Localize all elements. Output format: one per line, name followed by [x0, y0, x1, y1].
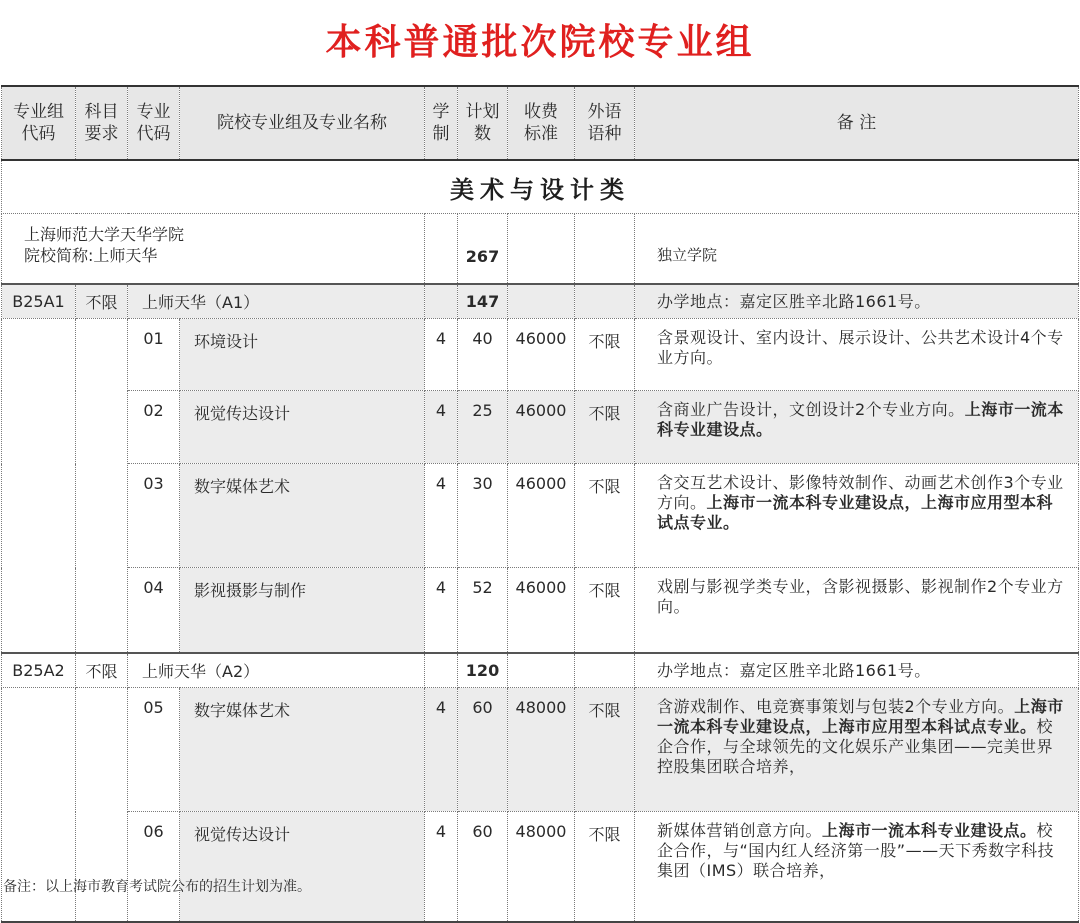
major-plan: 30 [458, 464, 508, 568]
major-fee: 48000 [508, 812, 575, 923]
header-row [2, 86, 1079, 160]
major-code: 06 [128, 812, 180, 923]
school-note: 独立学院 [635, 214, 1079, 285]
major-name: 数字媒体艺术 [180, 464, 425, 568]
major-name: 环境设计 [180, 319, 425, 391]
major-fee: 46000 [508, 568, 575, 654]
header-fee: 收费 标准 [508, 86, 575, 160]
major-lang: 不限 [575, 688, 635, 812]
major-fee: 46000 [508, 391, 575, 464]
group-lang [575, 653, 635, 688]
major-duration: 4 [425, 688, 458, 812]
major-code: 04 [128, 568, 180, 654]
major-plan: 25 [458, 391, 508, 464]
major-lang: 不限 [575, 812, 635, 923]
header-subject-req: 科目 要求 [76, 86, 128, 160]
group-subject: 不限 [76, 284, 128, 319]
group-lang [575, 284, 635, 319]
header-group-code: 专业组 代码 [2, 86, 76, 160]
group-row [2, 284, 1079, 319]
major-name: 数字媒体艺术 [180, 688, 425, 812]
group-note: 办学地点：嘉定区胜辛北路1661号。 [635, 284, 1079, 319]
group-row [2, 653, 1079, 688]
major-row [2, 464, 1079, 568]
major-duration: 4 [425, 391, 458, 464]
group-fee [508, 284, 575, 319]
major-row [2, 688, 1079, 812]
group-name: 上师天华（A2） [128, 653, 425, 688]
major-code: 05 [128, 688, 180, 812]
page-title: 本科普通批次院校专业组 [325, 22, 755, 63]
group-code: B25A1 [2, 284, 76, 319]
major-duration: 4 [425, 812, 458, 923]
major-lang: 不限 [575, 464, 635, 568]
group-subject: 不限 [76, 653, 128, 688]
group-note: 办学地点：嘉定区胜辛北路1661号。 [635, 653, 1079, 688]
header-name: 院校专业组及专业名称 [180, 86, 425, 160]
school-duration [425, 214, 458, 285]
footer-note: 备注：以上海市教育考试院公布的招生计划为准。 [3, 879, 311, 895]
major-row [2, 812, 1079, 923]
category-row [2, 160, 1079, 214]
header-major-code: 专业 代码 [128, 86, 180, 160]
major-note: 含交互艺术设计、影像特效制作、动画艺术创作3个专业方向。上海市一流本科专业建设点，上海市应用型本科试点专业。 [635, 464, 1079, 568]
major-note: 含景观设计、室内设计、展示设计、公共艺术设计4个专业方向。 [635, 319, 1079, 391]
header-lang: 外语 语种 [575, 86, 635, 160]
major-note: 含商业广告设计，文创设计2个专业方向。上海市一流本科专业建设点。 [635, 391, 1079, 464]
major-row [2, 319, 1079, 391]
major-plan: 40 [458, 319, 508, 391]
group-fee [508, 653, 575, 688]
major-fee: 46000 [508, 319, 575, 391]
group-code: B25A2 [2, 653, 76, 688]
major-plan: 52 [458, 568, 508, 654]
group-duration [425, 653, 458, 688]
group-span-subject [76, 319, 128, 654]
major-lang: 不限 [575, 568, 635, 654]
school-plan: 267 [458, 214, 508, 285]
major-row [2, 391, 1079, 464]
school-fee [508, 214, 575, 285]
header-duration: 学 制 [425, 86, 458, 160]
major-plan: 60 [458, 688, 508, 812]
major-note: 新媒体营销创意方向。上海市一流本科专业建设点。校企合作，与“国内红人经济第一股”——天下秀数字科技集团（IMS）联合培养， [635, 812, 1079, 923]
header-plan: 计划 数 [458, 86, 508, 160]
major-fee: 46000 [508, 464, 575, 568]
major-duration: 4 [425, 319, 458, 391]
school-cell [2, 214, 425, 285]
major-note: 含游戏制作、电竞赛事策划与包装2个专业方向。上海市一流本科专业建设点，上海市应用型本科试点专业。校企合作，与全球领先的文化娱乐产业集团——完美世界控股集团联合培养， [635, 688, 1079, 812]
school-row [2, 214, 1079, 285]
major-fee: 48000 [508, 688, 575, 812]
school-name: 上海师范大学天华学院 [24, 225, 185, 244]
school-lang [575, 214, 635, 285]
major-note: 戏剧与影视学类专业，含影视摄影、影视制作2个专业方向。 [635, 568, 1079, 654]
major-duration: 4 [425, 568, 458, 654]
category-title: 美术与设计类 [2, 160, 1079, 214]
major-lang: 不限 [575, 391, 635, 464]
major-plan: 60 [458, 812, 508, 923]
major-row [2, 568, 1079, 654]
major-code: 01 [128, 319, 180, 391]
major-code: 02 [128, 391, 180, 464]
admission-table [1, 85, 1079, 923]
major-name: 视觉传达设计 [180, 812, 425, 923]
group-plan: 147 [458, 284, 508, 319]
major-name: 视觉传达设计 [180, 391, 425, 464]
major-code: 03 [128, 464, 180, 568]
major-lang: 不限 [575, 319, 635, 391]
group-span-code [2, 319, 76, 654]
group-duration [425, 284, 458, 319]
group-plan: 120 [458, 653, 508, 688]
group-name: 上师天华（A1） [128, 284, 425, 319]
school-abbr: 院校简称:上师天华 [24, 246, 158, 265]
major-duration: 4 [425, 464, 458, 568]
major-name: 影视摄影与制作 [180, 568, 425, 654]
header-notes: 备 注 [635, 86, 1079, 160]
